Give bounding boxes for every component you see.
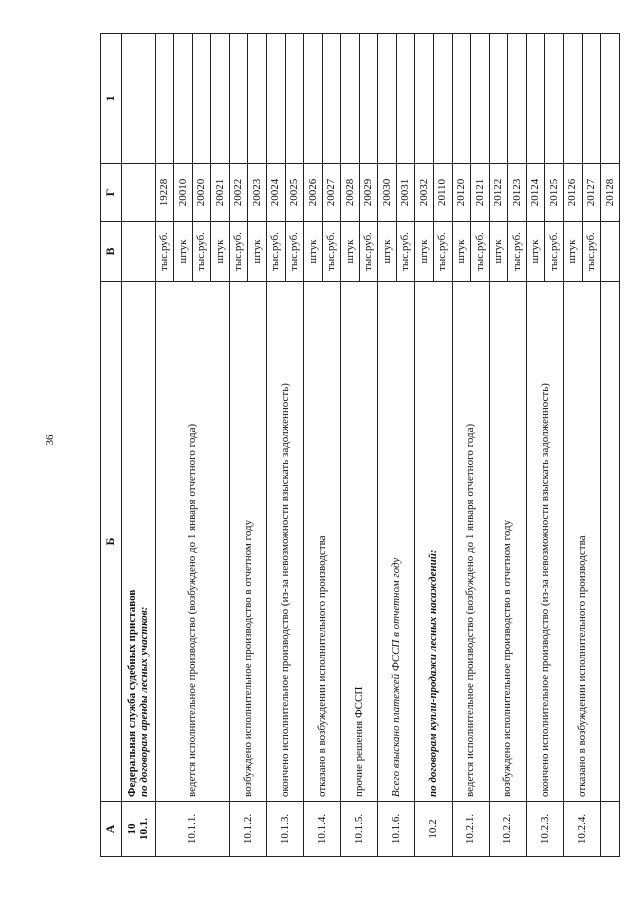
unit-cell: штук — [378, 222, 397, 282]
rotated-table-container — [100, 34, 620, 857]
value-cell — [415, 34, 434, 164]
code-cell: 20125 — [545, 164, 564, 222]
section-title: Федеральная служба судебных приставов по договорам аренды лесных участков: — [122, 282, 156, 802]
value-cell — [322, 34, 341, 164]
code-cell: 20025 — [285, 164, 304, 222]
code-cell: 20028 — [341, 164, 360, 222]
value-cell — [155, 34, 174, 164]
code-cell: 19228 — [155, 164, 174, 222]
value-cell — [211, 34, 230, 164]
unit-cell — [601, 222, 620, 282]
row-label: окончено исполнительное производство (из-за невозможности взыскать задолженность) — [266, 282, 303, 802]
value-cell — [266, 34, 285, 164]
value-cell — [304, 34, 323, 164]
row-label: окончено исполнительное производство (из-за невозможности взыскать задолженность) — [526, 282, 563, 802]
unit-cell: штук — [341, 222, 360, 282]
unit-cell: штук — [304, 222, 323, 282]
unit-cell: штук — [489, 222, 508, 282]
unit-cell: тыс.руб. — [266, 222, 285, 282]
table-row — [452, 34, 471, 857]
unit-cell: штук — [526, 222, 545, 282]
unit-cell: тыс.руб. — [155, 222, 174, 282]
unit-cell: штук — [415, 222, 434, 282]
row-label: возбуждено исполнительное производство в отчетном году — [229, 282, 266, 802]
row-label: отказано в возбуждении исполнительного производства — [304, 282, 341, 802]
table-row — [563, 34, 582, 857]
table-row — [155, 34, 174, 857]
value-cell — [471, 34, 490, 164]
row-number: 10.1.2. — [229, 802, 266, 857]
row-number: 10.1.4. — [304, 802, 341, 857]
code-cell: 20027 — [322, 164, 341, 222]
table-row — [415, 34, 434, 857]
row-label: по договорам купли-продажи лесных насаждений: — [415, 282, 452, 802]
value-cell — [489, 34, 508, 164]
row-number: 10.2.4. — [563, 802, 600, 857]
table-row — [526, 34, 545, 857]
page-number: 36 — [44, 434, 56, 446]
code-cell: 20124 — [526, 164, 545, 222]
unit-cell: тыс.руб. — [396, 222, 415, 282]
unit-cell: тыс.руб. — [192, 222, 211, 282]
unit-cell: штук — [211, 222, 230, 282]
value-cell — [341, 34, 360, 164]
table-row — [378, 34, 397, 857]
row-number: 10.1.5. — [341, 802, 378, 857]
unit-cell: тыс.руб. — [285, 222, 304, 282]
value-cell — [248, 34, 267, 164]
row-number: 10.2.1. — [452, 802, 489, 857]
header-v: В — [101, 222, 122, 282]
code-cell: 20010 — [174, 164, 193, 222]
unit-cell: штук — [452, 222, 471, 282]
value-cell — [285, 34, 304, 164]
value-cell — [508, 34, 527, 164]
code-cell: 20120 — [452, 164, 471, 222]
section-number: 10 10.1. — [122, 802, 156, 857]
code-cell — [122, 164, 156, 222]
code-cell: 20126 — [563, 164, 582, 222]
unit-cell: тыс.руб. — [359, 222, 378, 282]
table-row — [304, 34, 323, 857]
header-g: Г — [101, 164, 122, 222]
code-cell: 20030 — [378, 164, 397, 222]
code-cell: 20121 — [471, 164, 490, 222]
row-number: 10.2 — [415, 802, 452, 857]
code-cell: 20128 — [601, 164, 620, 222]
code-cell: 20110 — [434, 164, 453, 222]
row-number: 10.2.2. — [489, 802, 526, 857]
value-cell — [229, 34, 248, 164]
code-cell: 20022 — [229, 164, 248, 222]
row-label: прочие решения ФССП — [341, 282, 378, 802]
unit-cell: тыс.руб. — [582, 222, 601, 282]
value-cell — [601, 34, 620, 164]
unit-cell: штук — [563, 222, 582, 282]
row-label: возбуждено исполнительное производство в отчетном году — [489, 282, 526, 802]
value-cell — [526, 34, 545, 164]
unit-cell: штук — [248, 222, 267, 282]
table-row — [341, 34, 360, 857]
unit-cell: тыс.руб. — [229, 222, 248, 282]
code-cell: 20026 — [304, 164, 323, 222]
table-row — [601, 34, 620, 857]
value-cell — [359, 34, 378, 164]
code-cell: 20023 — [248, 164, 267, 222]
unit-cell: тыс.руб. — [508, 222, 527, 282]
header-row — [101, 34, 122, 857]
row-label — [601, 282, 620, 802]
value-cell — [563, 34, 582, 164]
code-cell: 20020 — [192, 164, 211, 222]
header-a: А — [101, 802, 122, 857]
unit-cell: тыс.руб. — [545, 222, 564, 282]
code-cell: 20127 — [582, 164, 601, 222]
code-cell: 20021 — [211, 164, 230, 222]
unit-cell: тыс.руб. — [471, 222, 490, 282]
table-row — [489, 34, 508, 857]
table-row — [266, 34, 285, 857]
code-cell: 20032 — [415, 164, 434, 222]
value-cell — [582, 34, 601, 164]
table-row — [229, 34, 248, 857]
code-cell: 20122 — [489, 164, 508, 222]
row-number: 10.1.1. — [155, 802, 229, 857]
value-cell — [434, 34, 453, 164]
value-cell — [378, 34, 397, 164]
row-label: отказано в возбуждении исполнительного производства — [563, 282, 600, 802]
unit-cell: тыс.руб. — [434, 222, 453, 282]
row-label: ведется исполнительное производство (возбуждено до 1 января отчетного года) — [452, 282, 489, 802]
row-number — [601, 802, 620, 857]
value-cell — [452, 34, 471, 164]
header-b: Б — [101, 282, 122, 802]
row-label: Всего взыскано платежей ФССП в отчетном году — [378, 282, 415, 802]
value-cell — [396, 34, 415, 164]
section-row — [122, 34, 156, 857]
value-cell — [545, 34, 564, 164]
report-table — [100, 33, 620, 857]
row-number: 10.2.3. — [526, 802, 563, 857]
value-cell — [174, 34, 193, 164]
row-number: 10.1.6. — [378, 802, 415, 857]
value-cell — [192, 34, 211, 164]
unit-cell — [122, 222, 156, 282]
value-cell — [122, 34, 156, 164]
row-number: 10.1.3. — [266, 802, 303, 857]
unit-cell: штук — [174, 222, 193, 282]
row-label: ведется исполнительное производство (возбуждено до 1 января отчетного года) — [155, 282, 229, 802]
header-1: 1 — [101, 34, 122, 164]
code-cell: 20029 — [359, 164, 378, 222]
code-cell: 20123 — [508, 164, 527, 222]
code-cell: 20024 — [266, 164, 285, 222]
code-cell: 20031 — [396, 164, 415, 222]
unit-cell: тыс.руб. — [322, 222, 341, 282]
